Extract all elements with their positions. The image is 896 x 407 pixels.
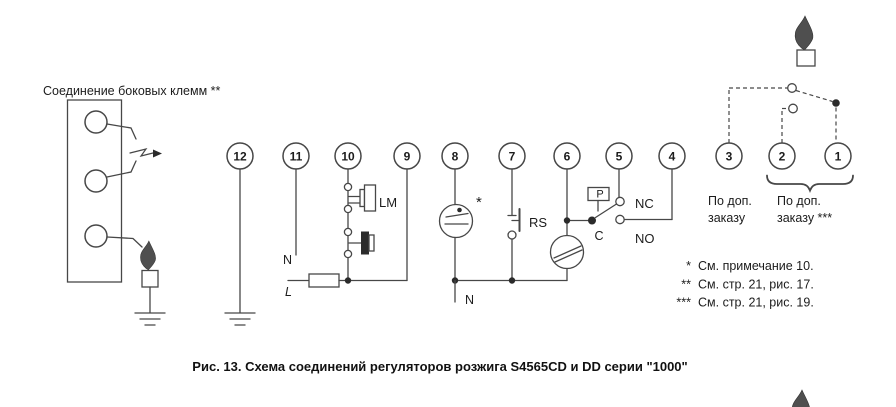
side-terminal-label: Соединение боковых клемм ** xyxy=(43,84,221,98)
contact-circle xyxy=(344,228,351,235)
spark-lightning-icon xyxy=(130,149,162,158)
nc-label: NC xyxy=(635,196,654,211)
switch-arm xyxy=(596,204,617,218)
junction-dot xyxy=(345,277,351,283)
neutral-bus xyxy=(452,277,567,307)
contact-circle xyxy=(344,183,351,190)
common-contact-dot xyxy=(832,99,840,107)
footnote-3-text: См. стр. 21, рис. 19. xyxy=(698,295,814,310)
rs-button-branch xyxy=(508,169,547,281)
flame-sensor-branch xyxy=(440,169,483,281)
neutral-label: N xyxy=(283,253,293,267)
footnote-2-text: См. стр. 21, рис. 17. xyxy=(698,277,814,292)
rs-label: RS xyxy=(529,215,548,230)
lm-valve-icon xyxy=(360,185,376,211)
flame-sensor-icon xyxy=(440,205,473,238)
pressure-switch xyxy=(564,169,672,246)
no-label: NO xyxy=(635,231,655,246)
brace-terminals-2-1 xyxy=(767,176,853,191)
optional-order-note-21 xyxy=(777,194,832,225)
common-label: C xyxy=(594,229,604,243)
footnote-1-marker: * xyxy=(686,259,691,273)
contact-circle xyxy=(344,205,351,212)
optional-order-3-line1: По доп. xyxy=(708,194,752,208)
junction-dot xyxy=(509,277,515,283)
terminal-3-label: 3 xyxy=(725,149,733,164)
terminal-5-label: 5 xyxy=(615,149,623,164)
optional-order-21-line2: заказу *** xyxy=(777,211,833,225)
common-contact-dot xyxy=(588,217,596,225)
earth-branch xyxy=(225,169,255,325)
flame-icon-top xyxy=(795,16,813,50)
optional-order-3-line2: заказу xyxy=(708,211,746,225)
nc-contact-circle xyxy=(616,197,624,205)
ground-icon-12 xyxy=(225,313,255,325)
motor-branch xyxy=(551,169,584,281)
optional-order-note-3 xyxy=(708,194,752,225)
terminal-10-label: 10 xyxy=(341,149,355,164)
fuse-icon xyxy=(309,274,339,287)
terminal-7 xyxy=(499,143,525,169)
flame-icon-bottom-partial xyxy=(792,390,810,407)
terminal-6 xyxy=(554,143,580,169)
optional-switch xyxy=(729,16,840,143)
footnote-1-text: См. примечание 10. xyxy=(698,259,814,273)
terminal-2 xyxy=(769,143,795,169)
no-contact-circle xyxy=(616,215,624,223)
terminal-5 xyxy=(606,143,632,169)
terminal-1 xyxy=(825,143,851,169)
terminal-row xyxy=(227,143,851,169)
flame-icon-left xyxy=(141,241,156,270)
footnote-2-marker: ** xyxy=(681,277,691,292)
igniter-icon xyxy=(361,232,374,255)
side-terminal-circle-bottom xyxy=(85,225,107,247)
footnote-star-marker: * xyxy=(476,194,482,211)
optional-order-21-line1: По доп. xyxy=(777,194,821,208)
terminal-3 xyxy=(716,143,742,169)
burner-box-top xyxy=(797,50,815,66)
terminal-4-label: 4 xyxy=(668,149,676,164)
burner-box-left xyxy=(142,271,158,288)
terminal-4 xyxy=(659,143,685,169)
terminal-8-label: 8 xyxy=(451,149,459,164)
contact-circle xyxy=(344,250,351,257)
push-button-icon xyxy=(512,209,520,231)
pressure-label: P xyxy=(596,188,604,201)
terminal-9-label: 9 xyxy=(403,149,411,164)
terminal-1-label: 1 xyxy=(834,149,842,164)
side-terminal-circle-top xyxy=(85,111,107,133)
terminal-11 xyxy=(283,143,309,169)
terminal-12-label: 12 xyxy=(233,149,247,164)
contact-circle xyxy=(789,104,798,113)
terminal-9 xyxy=(394,143,420,169)
junction-dot xyxy=(564,217,570,223)
figure-caption: Рис. 13. Схема соединений регуляторов розжига S4565CD и DD серии "1000" xyxy=(192,359,688,374)
ground-icon-left xyxy=(135,313,165,325)
contact-circle xyxy=(788,84,797,93)
contact-circle xyxy=(508,231,516,239)
terminal-12 xyxy=(227,143,253,169)
terminal-2-label: 2 xyxy=(778,149,786,164)
terminal-11-label: 11 xyxy=(289,149,303,164)
terminal-7-label: 7 xyxy=(508,149,516,164)
line-l-label: L xyxy=(285,285,292,299)
terminal-8 xyxy=(442,143,468,169)
terminal-10 xyxy=(335,143,361,169)
side-terminal-block xyxy=(43,84,220,325)
footnote-3-marker: *** xyxy=(676,295,691,310)
switch-arm-dashed xyxy=(796,91,833,102)
side-terminal-circle-middle xyxy=(85,170,107,192)
footnotes xyxy=(676,259,813,310)
lm-branch xyxy=(344,169,397,281)
terminal-6-label: 6 xyxy=(563,149,571,164)
neutral-branch xyxy=(283,169,296,267)
neutral-bus-label: N xyxy=(465,293,475,307)
lm-label: LM xyxy=(379,195,398,210)
